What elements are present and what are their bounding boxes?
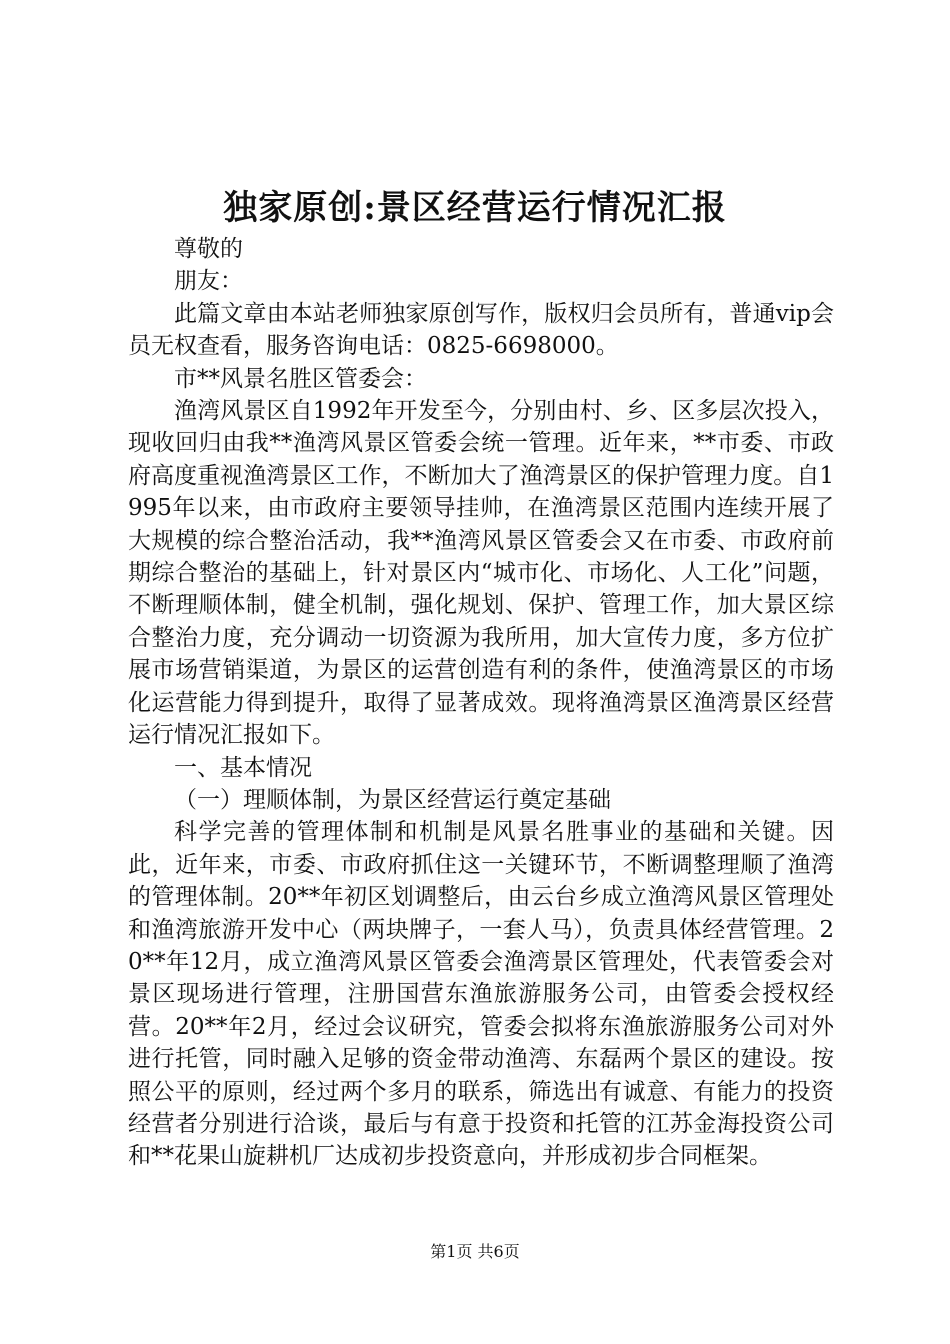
copyright-notice: 此篇文章由本站老师独家原创写作，版权归会员所有，普通vip会员无权查看，服务咨询电话：0825-6698000。 — [128, 300, 834, 360]
intro-paragraph: 渔湾风景区自1992年开发至今，分别由村、乡、区多层次投入，现收回归由我**渔湾风景区管委会统一管理。近年来，**市委、市政府高度重视渔湾景区工作，不断加大了渔湾景区的保护管理力度。自1995年以来，由市政府主要领导挂帅，在渔湾景区范围内连续开展了大规模的综合整治活动，我**渔湾风景区管委会又在市委、市政府前期综合整治的基础上，针对景区内“城市化、市场化、人工化”问题，不断理顺体制，健全机制，强化规划、保护、管理工作，加大景区综合整治力度，充分调动一切资源为我所用，加大宣传力度，多方位扩展市场营销渠道，为景区的运营创造有利的条件，使渔湾景区的市场化运营能力得到提升，取得了显著成效。现将渔湾景区渔湾景区经营运行情况汇报如下。 — [128, 398, 834, 749]
body-paragraph: 科学完善的管理体制和机制是风景名胜事业的基础和关键。因此，近年来，市委、市政府抓住这一关键环节，不断调整理顺了渔湾的管理体制。20**年初区划调整后，由云台乡成立渔湾风景区管理处和渔湾旅游开发中心（两块牌子，一套人马），负责具体经营管理。20**年12月，成立渔湾风景区管委会渔湾景区管理处，代表管委会对景区现场进行管理，注册国营东渔旅游服务公司，由管委会授权经营。20**年2月，经过会议研究，管委会拟将东渔旅游服务公司对外进行托管，同时融入足够的资金带动渔湾、东磊两个景区的建设。按照公平的原则，经过两个多月的联系，筛选出有诚意、有能力的投资经营者分别进行洽谈，最后与有意于投资和托管的江苏金海投资公司和**花果山旋耕机厂达成初步投资意向，并形成初步合同框架。 — [128, 819, 834, 1170]
document-title: 独家原创:景区经营运行情况汇报 — [223, 188, 727, 228]
salutation-line-2: 朋友： — [174, 268, 243, 295]
addressee: 市**风景名胜区管委会： — [174, 365, 427, 392]
section-heading: 一、基本情况 — [174, 754, 312, 781]
page-number: 第1页 共6页 — [430, 1242, 520, 1261]
document-body — [128, 233, 834, 1173]
subsection-heading: （一）理顺体制，为景区经营运行奠定基础 — [174, 786, 611, 813]
salutation-line-1: 尊敬的 — [174, 236, 243, 262]
